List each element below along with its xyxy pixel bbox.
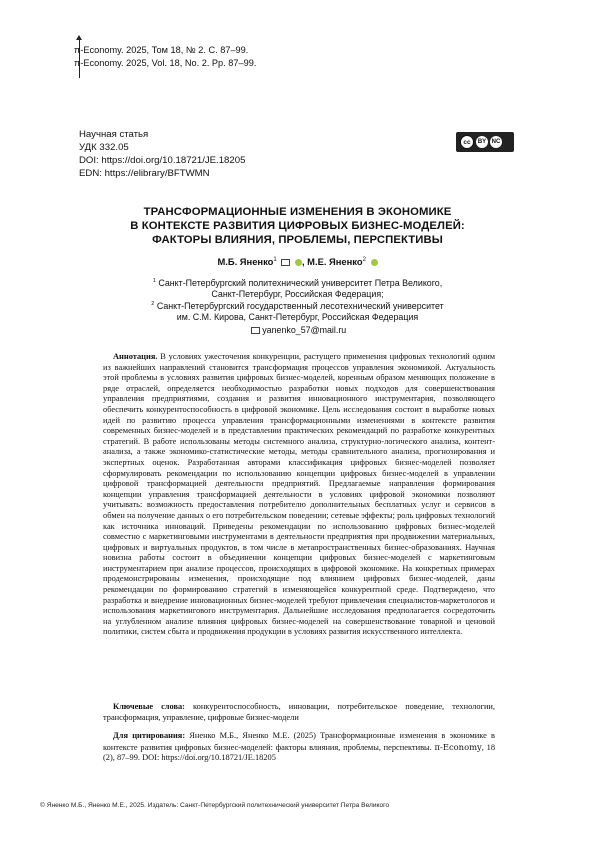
corresponding-email	[115, 325, 480, 335]
copyright-footer: © Яненко М.Б., Яненко М.Е., 2025. Издатель: Санкт-Петербургский политехнический университет Петра Великого	[40, 802, 390, 809]
udk-code: УДК 332.05	[79, 142, 129, 153]
journal-line-en: π-Economy. 2025, Vol. 18, No. 2. Pp. 87–99.	[74, 57, 257, 68]
author-1-sup: 1	[273, 256, 277, 263]
nc-icon: NC	[490, 136, 502, 148]
citation-journal: π-Economy	[434, 741, 482, 752]
authors-line	[95, 256, 500, 267]
article-meta	[79, 128, 245, 180]
aff-1-sup: 1	[152, 278, 156, 284]
title-line: ФАКТОРЫ ВЛИЯНИЯ, ПРОБЛЕМЫ, ПЕРСПЕКТИВЫ	[152, 234, 443, 246]
keywords-text: конкурентоспособность, инновации, потребительское поведение, технологии, трансформация, управление, цифровые бизнес-модели	[103, 702, 496, 722]
author-1: М.Б. Яненко	[217, 256, 274, 267]
cc-license-badge[interactable]	[456, 132, 514, 152]
citation-tail: , 18 (2), 87–99. DOI: https://doi.org/10.18721/JE.18205	[103, 742, 496, 763]
keywords	[103, 702, 495, 723]
author-2: М.Е. Яненко	[307, 256, 363, 267]
keywords-label: Ключевые слова:	[113, 702, 185, 711]
orcid-icon[interactable]	[371, 259, 378, 266]
journal-header	[74, 44, 256, 69]
aff-1-line: Санкт-Петербург, Российская Федерация;	[211, 289, 384, 300]
citation-text: Яненко М.Б., Яненко М.Е. (2025) Трансформационные изменения в экономике в контексте развития цифровых бизнес-моделей: факторы влияния, проблемы, перспективы.	[103, 731, 496, 752]
citation	[103, 731, 495, 764]
author-2-sup: 2	[362, 256, 366, 263]
by-icon: BY	[476, 136, 488, 148]
cc-icon: cc	[460, 135, 474, 149]
orcid-icon[interactable]	[295, 259, 302, 266]
aff-2-line: им. С.М. Кирова, Санкт-Петербург, Российская Федерация	[176, 312, 419, 323]
article-title	[95, 205, 500, 247]
abstract-text: В условиях ужесточения конкуренции, растущего применения цифровых технологий одним из важнейших направлений становится трансформация процессов управления экономикой. Актуальность этой проблемы в условиях развития цифровых бизнес-моделей, коренным образом меняющих положение в ряде отраслей, определяется необходимостью разработки новых подходов для совершенствования управления предприятиями, создания и развития инновационного инструментария, позволяющего обеспечить конкурентоспособность в цифровой экономике. Цель исследования состоит в выработке новых идей по развитию процесса управления трансформационными изменениями в контексте развития современных бизнес-моделей и в представлении практических рекомендаций по разработке конкурентных стратегий. В работе использованы методы системного анализа, структурно-логического анализа, контент-анализа, а также экономико-статистические методы, методы сравнительного анализа, прогнозирования и экспертных оценок. Разработанная авторами классификация цифровых бизнес-моделей позволяет сформулировать рекомендации по использованию концепции цифровых бизнес-моделей в управлении цифровой трансформацией деятельности предприятий. Предлагаемые направления формирования концепции управления трансформацией деятельности в условиях цифровой экономики позволяют учитывать: возможность предоставления потребителю дополнительных бесплатных услуг и сервисов в обмен на получение данных о его потребительском поведении; сетевые эффекты; роль цифровых технологий как источника инноваций. Приведены рекомендации по использованию цифровых бизнес-моделей совместно с маркетинговыми инструментами в деятельности предприятия при продвижении материальных, цифровых и виртуальных продуктов, в том числе в метапространственных бизнес-образованиях. Научная новизна работы состоит в объединении концепции цифровых бизнес-моделей с маркетинговым инструментарием при анализе процессов, происходящих в цифровой экономике. На конкретных примерах продемонстрированы изменения, происходящие под влиянием цифровых бизнес-моделей, даны рекомендации по формированию стратегий в изменяющейся конкурентной среде. Подтверждено, что разработка и внедрение инновационных бизнес-моделей требуют привлечения специалистов-маркетологов и использования маркетингового инструментария. Дальнейшие исследования предполагается сосредоточить на углубленном анализе влияния цифровых бизнес-моделей на совершенствование товарной и ценовой политики, систем сбыта и продвижения продукции в условиях развития искусственного интеллекта.	[103, 352, 496, 637]
article-type: Научная статья	[79, 129, 149, 140]
edn-link[interactable]: EDN: https://elibrary/BFTWMN	[79, 168, 210, 179]
affiliation-2	[115, 299, 480, 324]
citation-label: Для цитирования:	[113, 731, 186, 740]
envelope-icon[interactable]	[281, 259, 290, 266]
aff-1-line: Санкт-Петербургский политехнический университет Петра Великого,	[158, 277, 443, 288]
aff-2-line: Санкт-Петербургский государственный лесотехнический университет	[156, 300, 444, 311]
affiliation-1	[115, 276, 480, 301]
doi-link[interactable]: DOI: https://doi.org/10.18721/JE.18205	[79, 155, 246, 166]
email-link[interactable]: yanenko_57@mail.ru	[262, 325, 347, 335]
abstract-label: Аннотация.	[113, 352, 158, 361]
envelope-icon	[251, 327, 260, 334]
journal-line-ru: π-Economy. 2025, Том 18, № 2. С. 87–99.	[74, 45, 249, 55]
author-separator: ,	[301, 256, 308, 267]
title-line: В КОНТЕКСТЕ РАЗВИТИЯ ЦИФРОВЫХ БИЗНЕС-МОДЕЛЕЙ:	[130, 220, 465, 232]
aff-2-sup: 2	[151, 301, 155, 307]
abstract	[103, 352, 495, 638]
title-line: ТРАНСФОРМАЦИОННЫЕ ИЗМЕНЕНИЯ В ЭКОНОМИКЕ	[143, 206, 452, 218]
